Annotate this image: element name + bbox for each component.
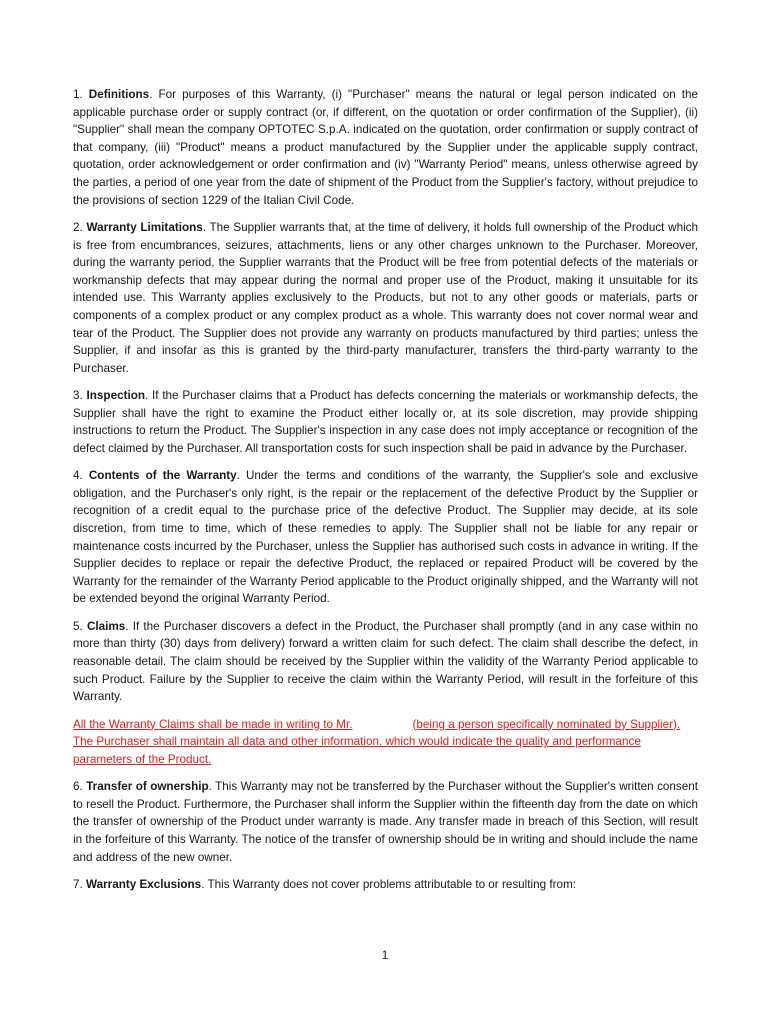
section-title: Warranty Exclusions	[86, 877, 202, 891]
section-number: 6.	[73, 780, 87, 794]
section-warranty-exclusions	[73, 876, 698, 894]
section-title: Warranty Limitations	[86, 220, 203, 234]
section-number: 3.	[73, 389, 87, 403]
section-text: . The Supplier warrants that, at the time of delivery, it holds full ownership of the Product which is free from encumbrances, seizures, attachments, liens or any other charges unknown to the Purchaser. Moreover, during the warranty period, the Supplier warrants that the Product will be free from potential defects of the materials or workmanship defects that may appear during the normal and proper use of the Product, making it unsuitable for its intended use. This Warranty applies exclusively to the Products, but not to any other goods or materials, parts or components of a complex product or any complex product as a whole. This warranty does not cover normal wear and tear of the Product. The Supplier does not provide any warranty on products manufactured by third parties; unless the Supplier, if and insofar as this is granted by the third-party manufacturer, transfers the third-party warranty to the Purchaser.	[73, 220, 699, 375]
section-title: Inspection	[86, 389, 145, 403]
section-warranty-limitations	[73, 219, 698, 377]
section-transfer-of-ownership	[73, 778, 698, 866]
document-page	[73, 86, 698, 903]
section-number: 1.	[73, 88, 89, 101]
section-claims	[73, 618, 698, 706]
section-text: . If the Purchaser discovers a defect in the Product, the Purchaser shall promptly (and in any case within no more than thirty (30) days from delivery) forward a written claim for such defect. The claim shall describe the defect, in reasonable detail. The claim should be received by the Supplier within the validity of the Warranty Period applicable to such Product. Failure by the Supplier to receive the claim within the Warranty Period, will result in the forfeiture of this Warranty.	[73, 619, 699, 704]
section-number: 7.	[73, 877, 86, 891]
section-number: 4.	[73, 469, 89, 483]
section-title: Transfer of ownership	[86, 780, 209, 794]
section-title: Contents of the Warranty	[88, 469, 237, 483]
section-title: Definitions	[88, 88, 150, 101]
section-text: . For purposes of this Warranty, (i) "Purchaser" means the natural or legal person indicated on the applicable purchase order or supply contract (or, if different, on the quotation or order confirmation of the Supplier), (ii) "Supplier" shall mean the company OPTOTEC S.p.A. indicated on the quotation, order confirmation or supply contract of that company, (iii) "Product" means a product manufactured by the Supplier under the applicable supply contract, quotation, order acknowledgement or order confirmation and (iv) "Warranty Period" means, unless otherwise agreed by the parties, a period of one year from the date of shipment of the Product from the Supplier's factory, without prejudice to the provisions of section 1229 of the Italian Civil Code.	[73, 88, 698, 207]
page-number: 1	[381, 949, 389, 962]
warranty-claims-note	[73, 716, 698, 769]
note-before-blank: All the Warranty Claims shall be made in writing to Mr.	[73, 717, 353, 731]
section-number: 5.	[73, 619, 87, 633]
section-text: . This Warranty does not cover problems attributable to or resulting from:	[201, 877, 576, 891]
section-inspection	[73, 387, 698, 457]
section-text: . Under the terms and conditions of the warranty, the Supplier's sole and exclusive obligation, and the Purchaser's only right, is the repair or the replacement of the defective Product by the Supplier or recognition of a credit equal to the purchase price of the defective Product. The Supplier may decide, at its sole discretion, from time to time, which of these remedies to apply. The Supplier shall not be liable for any repair or maintenance costs incurred by the Purchaser, unless the Supplier has authorised such costs in advance in writing. If the Supplier decides to replace or repair the defective Product, the replaced or repaired Product will be covered by the Warranty for the remainder of the Warranty Period applicable to the Product originally shipped, and the Warranty will not be extended beyond the original Warranty Period.	[73, 469, 699, 606]
section-contents-of-warranty	[73, 467, 698, 608]
section-number: 2.	[73, 220, 87, 234]
section-title: Claims	[86, 619, 126, 633]
section-text: . This Warranty may not be transferred by the Purchaser without the Supplier's written consent to resell the Product. Furthermore, the Purchaser shall inform the Supplier within the fifteenth day from the date on which the transfer of ownership of the Product under warranty is made. Any transfer made in breach of this Section, will result in the forfeiture of this Warranty. The notice of the transfer of ownership should be in writing and should include the name and address of the new owner.	[73, 780, 699, 864]
section-text: . If the Purchaser claims that a Product has defects concerning the materials or workmanship defects, the Supplier shall have the right to examine the Product either locally or, at its sole discretion, may provide shipping instructions to return the Product. The Supplier's inspection in any case does not imply acceptance or recognition of the defect claimed by the Purchaser. All transportation costs for such inspection shall be paid in advance by the Purchaser.	[73, 389, 698, 455]
note-after-blank: (being a person specifically nominated by Supplier). The Purchaser shall maintain all data and other information, which would indicate the quality and performance parameters of the Product.	[73, 717, 681, 766]
section-definitions	[73, 86, 698, 209]
